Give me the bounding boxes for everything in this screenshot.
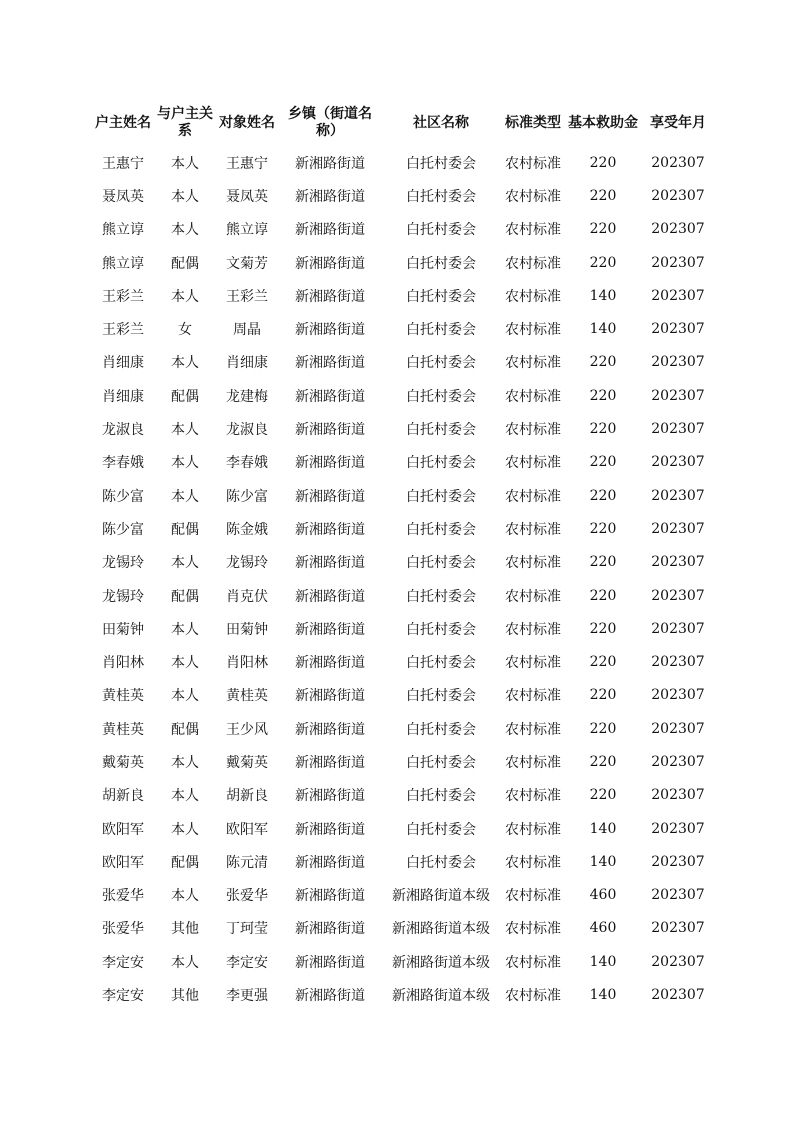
township-cell: 新湘路街道: [295, 688, 365, 705]
period-cell: 202307: [651, 321, 705, 338]
relation-cell: 配偶: [171, 854, 199, 871]
relation-cell: 本人: [171, 688, 199, 705]
community-cell: 新湘路街道本级: [392, 888, 490, 905]
table-row: [90, 712, 714, 745]
table-row: [90, 179, 714, 212]
standard-type-cell: 农村标准: [505, 655, 561, 672]
relation-cell: 本人: [171, 788, 199, 805]
standard-type-cell: 农村标准: [505, 921, 561, 938]
table-row: [90, 879, 714, 912]
recipient-name-cell: 陈少富: [226, 488, 268, 505]
standard-type-cell: 农村标准: [505, 422, 561, 439]
relation-cell: 配偶: [171, 388, 199, 405]
table-row: [90, 978, 714, 1011]
table-row: [90, 246, 714, 279]
householder-name-cell: 王彩兰: [102, 288, 144, 305]
period-cell: 202307: [651, 787, 705, 804]
householder-name-cell: 王彩兰: [102, 322, 144, 339]
table-row: [90, 279, 714, 312]
township-cell: 新湘路街道: [295, 754, 365, 771]
recipient-name-cell: 李春娥: [226, 455, 268, 472]
householder-name-cell: 戴菊英: [102, 754, 144, 771]
standard-type-cell: 农村标准: [505, 488, 561, 505]
relation-cell: 本人: [171, 655, 199, 672]
relief-amount-cell: 460: [589, 887, 617, 904]
relation-cell: 配偶: [171, 521, 199, 538]
township-cell: 新湘路街道: [295, 954, 365, 971]
community-cell: 白托村委会: [406, 388, 476, 405]
relation-cell: 本人: [171, 954, 199, 971]
standard-type-cell: 农村标准: [505, 954, 561, 971]
recipient-name-cell: 陈金娥: [226, 521, 268, 538]
community-cell: 白托村委会: [406, 521, 476, 538]
township-cell: 新湘路街道: [295, 255, 365, 272]
township-cell: 新湘路街道: [295, 888, 365, 905]
period-cell: 202307: [651, 421, 705, 438]
period-cell: 202307: [651, 254, 705, 271]
community-cell: 白托村委会: [406, 754, 476, 771]
period-cell: 202307: [651, 154, 705, 171]
standard-type-cell: 农村标准: [505, 721, 561, 738]
township-cell: 新湘路街道: [295, 621, 365, 638]
community-cell: 白托村委会: [406, 721, 476, 738]
standard-type-cell: 农村标准: [505, 322, 561, 339]
relation-cell: 本人: [171, 621, 199, 638]
standard-type-cell: 农村标准: [505, 988, 561, 1005]
township-cell: 新湘路街道: [295, 422, 365, 439]
community-cell: 白托村委会: [406, 322, 476, 339]
header-relation: 与户主关系: [157, 106, 213, 139]
standard-type-cell: 农村标准: [505, 388, 561, 405]
township-cell: 新湘路街道: [295, 455, 365, 472]
community-cell: 白托村委会: [406, 255, 476, 272]
standard-type-cell: 农村标准: [505, 222, 561, 239]
relief-amount-cell: 220: [589, 554, 617, 571]
relation-cell: 本人: [171, 488, 199, 505]
community-cell: 白托村委会: [406, 788, 476, 805]
standard-type-cell: 农村标准: [505, 555, 561, 572]
householder-name-cell: 张爱华: [102, 888, 144, 905]
relief-amount-cell: 220: [589, 654, 617, 671]
period-cell: 202307: [651, 887, 705, 904]
community-cell: 新湘路街道本级: [392, 954, 490, 971]
community-cell: 白托村委会: [406, 621, 476, 638]
community-cell: 白托村委会: [406, 821, 476, 838]
householder-name-cell: 李定安: [102, 954, 144, 971]
relief-amount-cell: 140: [589, 953, 617, 970]
relation-cell: 本人: [171, 288, 199, 305]
period-cell: 202307: [651, 920, 705, 937]
township-cell: 新湘路街道: [295, 488, 365, 505]
township-cell: 新湘路街道: [295, 588, 365, 605]
table-row: [90, 845, 714, 878]
period-cell: 202307: [651, 221, 705, 238]
township-cell: 新湘路街道: [295, 988, 365, 1005]
period-cell: 202307: [651, 953, 705, 970]
relation-cell: 本人: [171, 422, 199, 439]
householder-name-cell: 龙锡玲: [102, 555, 144, 572]
relation-cell: 配偶: [171, 255, 199, 272]
community-cell: 白托村委会: [406, 688, 476, 705]
relation-cell: 其他: [171, 988, 199, 1005]
township-cell: 新湘路街道: [295, 355, 365, 372]
recipient-name-cell: 龙建梅: [226, 388, 268, 405]
relief-amount-cell: 220: [589, 720, 617, 737]
recipient-name-cell: 肖阳林: [226, 655, 268, 672]
relief-amount-cell: 220: [589, 254, 617, 271]
table-row: [90, 312, 714, 345]
householder-name-cell: 王惠宁: [102, 155, 144, 172]
relief-amount-cell: 220: [589, 620, 617, 637]
relief-amount-cell: 220: [589, 587, 617, 604]
recipient-name-cell: 丁珂莹: [226, 921, 268, 938]
recipient-name-cell: 胡新良: [226, 788, 268, 805]
standard-type-cell: 农村标准: [505, 821, 561, 838]
recipient-name-cell: 欧阳军: [226, 821, 268, 838]
householder-name-cell: 陈少富: [102, 488, 144, 505]
relief-amount-cell: 220: [589, 454, 617, 471]
table-row: [90, 745, 714, 778]
community-cell: 白托村委会: [406, 355, 476, 372]
table-row: [90, 479, 714, 512]
relief-amount-cell: 220: [589, 187, 617, 204]
community-cell: 白托村委会: [406, 588, 476, 605]
recipient-name-cell: 王少风: [226, 721, 268, 738]
recipient-name-cell: 熊立谆: [226, 222, 268, 239]
community-cell: 白托村委会: [406, 854, 476, 871]
relief-amount-cell: 220: [589, 154, 617, 171]
relief-amount-cell: 220: [589, 387, 617, 404]
township-cell: 新湘路街道: [295, 388, 365, 405]
township-cell: 新湘路街道: [295, 821, 365, 838]
relief-amount-cell: 220: [589, 787, 617, 804]
relief-amount-cell: 220: [589, 421, 617, 438]
community-cell: 白托村委会: [406, 155, 476, 172]
householder-name-cell: 肖细康: [102, 355, 144, 372]
standard-type-cell: 农村标准: [505, 155, 561, 172]
community-cell: 白托村委会: [406, 422, 476, 439]
table-row: [90, 446, 714, 479]
table-row: [90, 512, 714, 545]
relief-amount-cell: 220: [589, 487, 617, 504]
relation-cell: 其他: [171, 921, 199, 938]
period-cell: 202307: [651, 853, 705, 870]
relation-cell: 本人: [171, 355, 199, 372]
community-cell: 白托村委会: [406, 655, 476, 672]
header-period: 享受年月: [650, 114, 706, 131]
recipient-name-cell: 戴菊英: [226, 754, 268, 771]
standard-type-cell: 农村标准: [505, 521, 561, 538]
householder-name-cell: 陈少富: [102, 521, 144, 538]
relation-cell: 本人: [171, 155, 199, 172]
table-row: [90, 379, 714, 412]
period-cell: 202307: [651, 587, 705, 604]
relation-cell: 本人: [171, 821, 199, 838]
householder-name-cell: 李春娥: [102, 455, 144, 472]
standard-type-cell: 农村标准: [505, 788, 561, 805]
relief-amount-cell: 220: [589, 520, 617, 537]
householder-name-cell: 肖阳林: [102, 655, 144, 672]
householder-name-cell: 欧阳军: [102, 821, 144, 838]
standard-type-cell: 农村标准: [505, 188, 561, 205]
table-row: [90, 546, 714, 579]
recipient-name-cell: 周晶: [233, 322, 261, 339]
relation-cell: 本人: [171, 222, 199, 239]
householder-name-cell: 张爱华: [102, 921, 144, 938]
recipient-name-cell: 张爱华: [226, 888, 268, 905]
community-cell: 白托村委会: [406, 488, 476, 505]
community-cell: 新湘路街道本级: [392, 988, 490, 1005]
recipient-name-cell: 黄桂英: [226, 688, 268, 705]
table-row: [90, 945, 714, 978]
township-cell: 新湘路街道: [295, 188, 365, 205]
recipient-name-cell: 聂凤英: [226, 188, 268, 205]
table-row: [90, 146, 714, 179]
relief-amount-cell: 140: [589, 987, 617, 1004]
community-cell: 白托村委会: [406, 555, 476, 572]
householder-name-cell: 熊立谆: [102, 222, 144, 239]
relation-cell: 本人: [171, 754, 199, 771]
community-cell: 白托村委会: [406, 188, 476, 205]
relation-cell: 本人: [171, 555, 199, 572]
table-body: [90, 146, 714, 1012]
township-cell: 新湘路街道: [295, 521, 365, 538]
standard-type-cell: 农村标准: [505, 888, 561, 905]
community-cell: 白托村委会: [406, 288, 476, 305]
township-cell: 新湘路街道: [295, 655, 365, 672]
recipient-name-cell: 龙淑良: [226, 422, 268, 439]
period-cell: 202307: [651, 387, 705, 404]
township-cell: 新湘路街道: [295, 921, 365, 938]
householder-name-cell: 熊立谆: [102, 255, 144, 272]
standard-type-cell: 农村标准: [505, 455, 561, 472]
standard-type-cell: 农村标准: [505, 288, 561, 305]
relation-cell: 本人: [171, 188, 199, 205]
standard-type-cell: 农村标准: [505, 355, 561, 372]
recipient-name-cell: 李定安: [226, 954, 268, 971]
period-cell: 202307: [651, 287, 705, 304]
table-row: [90, 645, 714, 678]
relief-roster-table: [90, 100, 714, 1012]
table-row: [90, 412, 714, 445]
period-cell: 202307: [651, 454, 705, 471]
relief-amount-cell: 220: [589, 221, 617, 238]
period-cell: 202307: [651, 820, 705, 837]
township-cell: 新湘路街道: [295, 155, 365, 172]
header-recipient-name: 对象姓名: [219, 114, 275, 131]
standard-type-cell: 农村标准: [505, 588, 561, 605]
recipient-name-cell: 李更强: [226, 988, 268, 1005]
standard-type-cell: 农村标准: [505, 754, 561, 771]
recipient-name-cell: 王彩兰: [226, 288, 268, 305]
recipient-name-cell: 王惠宁: [226, 155, 268, 172]
relief-amount-cell: 220: [589, 687, 617, 704]
table-row: [90, 679, 714, 712]
relief-amount-cell: 140: [589, 287, 617, 304]
period-cell: 202307: [651, 753, 705, 770]
standard-type-cell: 农村标准: [505, 255, 561, 272]
householder-name-cell: 田菊钟: [102, 621, 144, 638]
header-householder-name: 户主姓名: [95, 114, 151, 131]
header-basic-relief: 基本救助金: [568, 114, 638, 131]
householder-name-cell: 胡新良: [102, 788, 144, 805]
householder-name-cell: 龙淑良: [102, 422, 144, 439]
recipient-name-cell: 文菊芳: [226, 255, 268, 272]
householder-name-cell: 欧阳军: [102, 854, 144, 871]
recipient-name-cell: 田菊钟: [226, 621, 268, 638]
table-header-row: [90, 100, 714, 146]
householder-name-cell: 肖细康: [102, 388, 144, 405]
community-cell: 白托村委会: [406, 222, 476, 239]
recipient-name-cell: 肖细康: [226, 355, 268, 372]
table-row: [90, 579, 714, 612]
period-cell: 202307: [651, 687, 705, 704]
township-cell: 新湘路街道: [295, 222, 365, 239]
householder-name-cell: 黄桂英: [102, 721, 144, 738]
period-cell: 202307: [651, 554, 705, 571]
recipient-name-cell: 陈元清: [226, 854, 268, 871]
recipient-name-cell: 肖克伏: [226, 588, 268, 605]
township-cell: 新湘路街道: [295, 288, 365, 305]
period-cell: 202307: [651, 187, 705, 204]
relief-amount-cell: 140: [589, 853, 617, 870]
relief-amount-cell: 460: [589, 920, 617, 937]
period-cell: 202307: [651, 654, 705, 671]
householder-name-cell: 黄桂英: [102, 688, 144, 705]
relief-amount-cell: 220: [589, 354, 617, 371]
township-cell: 新湘路街道: [295, 555, 365, 572]
period-cell: 202307: [651, 520, 705, 537]
recipient-name-cell: 龙锡玲: [226, 555, 268, 572]
relation-cell: 本人: [171, 455, 199, 472]
householder-name-cell: 龙锡玲: [102, 588, 144, 605]
township-cell: 新湘路街道: [295, 322, 365, 339]
table-row: [90, 346, 714, 379]
table-row: [90, 912, 714, 945]
relation-cell: 女: [178, 322, 192, 339]
householder-name-cell: 李定安: [102, 988, 144, 1005]
header-community: 社区名称: [413, 114, 469, 131]
relation-cell: 配偶: [171, 721, 199, 738]
table-row: [90, 213, 714, 246]
relation-cell: 配偶: [171, 588, 199, 605]
relation-cell: 本人: [171, 888, 199, 905]
header-township: 乡镇（街道名称）: [288, 106, 372, 139]
period-cell: 202307: [651, 620, 705, 637]
householder-name-cell: 聂凤英: [102, 188, 144, 205]
township-cell: 新湘路街道: [295, 721, 365, 738]
community-cell: 白托村委会: [406, 455, 476, 472]
table-row: [90, 812, 714, 845]
township-cell: 新湘路街道: [295, 854, 365, 871]
standard-type-cell: 农村标准: [505, 854, 561, 871]
period-cell: 202307: [651, 487, 705, 504]
community-cell: 新湘路街道本级: [392, 921, 490, 938]
period-cell: 202307: [651, 720, 705, 737]
relief-amount-cell: 140: [589, 321, 617, 338]
period-cell: 202307: [651, 987, 705, 1004]
standard-type-cell: 农村标准: [505, 688, 561, 705]
period-cell: 202307: [651, 354, 705, 371]
relief-amount-cell: 140: [589, 820, 617, 837]
relief-amount-cell: 220: [589, 753, 617, 770]
table-row: [90, 779, 714, 812]
header-standard-type: 标准类型: [505, 114, 561, 131]
township-cell: 新湘路街道: [295, 788, 365, 805]
standard-type-cell: 农村标准: [505, 621, 561, 638]
table-row: [90, 612, 714, 645]
